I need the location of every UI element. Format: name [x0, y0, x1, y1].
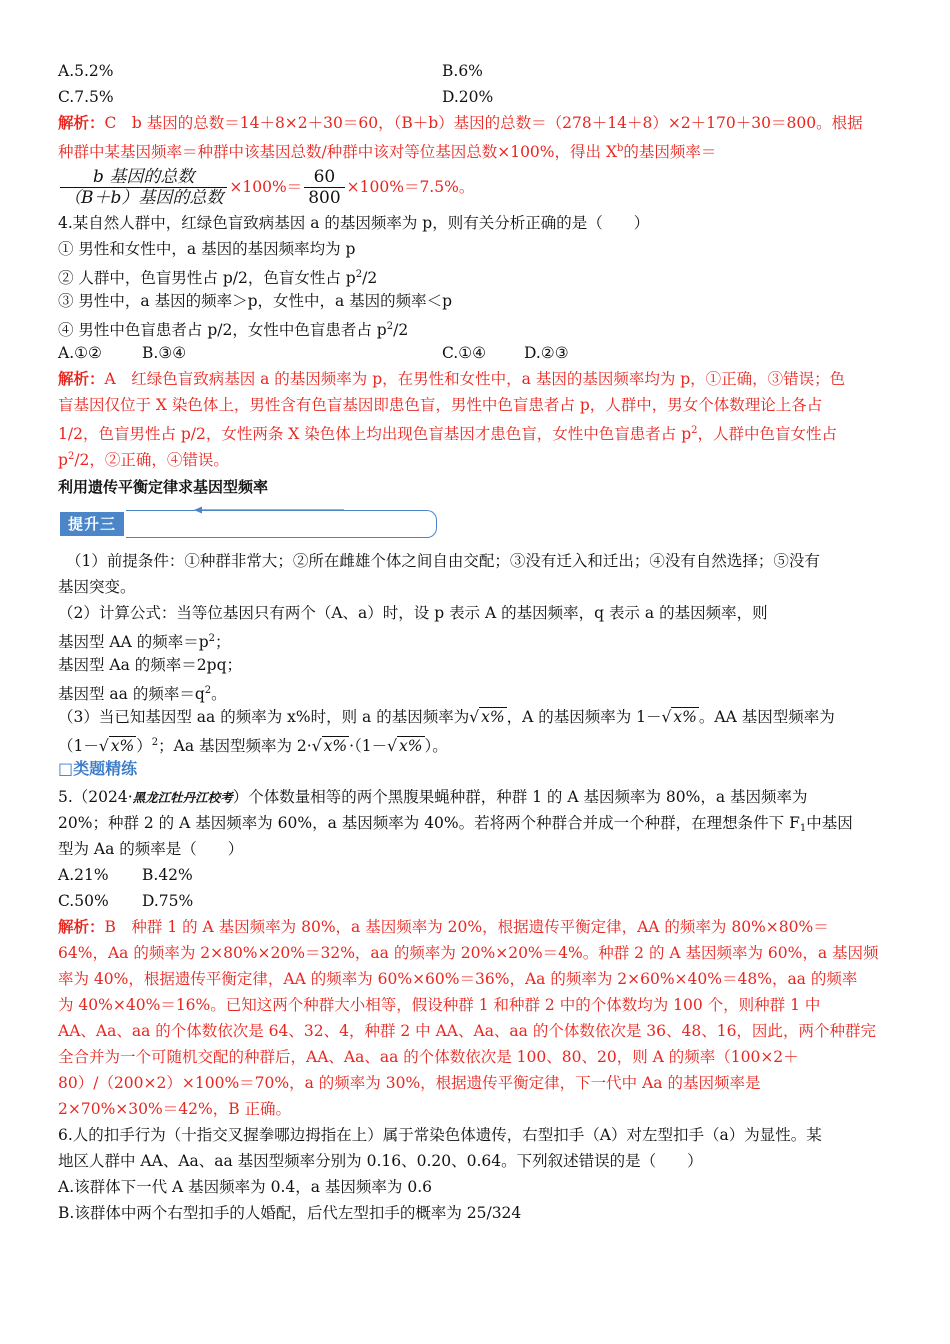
sqrt-sign-icon: √ — [661, 708, 672, 726]
theory-p2-aa — [58, 678, 894, 704]
q4-options-row — [58, 340, 894, 366]
q4-answer-sup3: 2 — [691, 425, 698, 436]
q6-option-b: B.该群体中两个右型扣手的人婚配，后代左型扣手的概率为 25/324 — [58, 1204, 522, 1222]
q3-formula-times1: ×100%＝ — [229, 178, 303, 196]
q5-stem-text2-end: 中基因 — [806, 814, 853, 832]
q5-answer-line1 — [58, 914, 894, 940]
theory-aa-sup: 2 — [204, 685, 212, 696]
q5-answer-line2: 64%，Aa 的频率为 2×80%×20%＝32%，aa 的频率为 20%×20%＝4%。种群 2 的 A 基因频率为 60%，a 基因频 — [58, 944, 879, 962]
q5-stem-sub: 1 — [799, 823, 807, 834]
theory-p1-line2: 基因突变。 — [58, 578, 136, 596]
theory-p2-line1: （2）计算公式：当等位基因只有两个（A、a）时，设 p 表示 A 的基因频率，q 表示 a 的基因频率，则 — [58, 604, 768, 622]
q5-number: 5.（2024· — [58, 788, 133, 806]
q4-answer-text3: 1/2，色盲男性占 p/2，女性两条 X 染色体上均出现色盲基因才患色盲，女性中色盲患者占 p — [58, 425, 692, 443]
q3-option-a: A.5.2% — [58, 62, 114, 80]
theory-p3-l2-mid: ；Aa 基因型频率为 2· — [158, 737, 312, 755]
q4-option-c: C.①④ — [442, 344, 487, 362]
q4-option-b: B.③④ — [142, 344, 187, 362]
q3-answer-line2 — [58, 136, 894, 162]
q3-formula — [58, 164, 894, 210]
q5-stem-line1 — [58, 784, 894, 810]
q6-stem-line2: 地区人群中 AA、Aa、aa 基因型频率分别为 0.16、0.20、0.64。下列叙述错误的是（ ） — [58, 1152, 703, 1170]
banner-frame — [126, 510, 437, 538]
q4-answer-text1: A 红绿色盲致病基因 a 的基因频率为 p，在男性和女性中，a 基因的基因频率均为 p，①正确，③错误；色 — [104, 370, 846, 388]
theory-p2-Aa: 基因型 Aa 的频率＝2pq； — [58, 656, 242, 674]
q4-item-3: ③ 男性中，a 基因的频率＞p，女性中，a 基因的频率＜p — [58, 292, 453, 310]
q3-fraction-2 — [304, 167, 344, 208]
theory-AA-sup: 2 — [208, 633, 216, 644]
q5-stem-text1: ）个体数量相等的两个黑腹果蝇种群，种群 1 的 A 基因频率为 80%，a 基因频率为 — [232, 788, 808, 806]
q5-stem-line2 — [58, 810, 894, 836]
theory-p3-start: （3）当已知基因型 aa 的频率为 x%时，则 a 的基因频率为 — [58, 708, 470, 726]
sqrt-body: x% — [399, 737, 423, 755]
theory-p3-mid: ，A 的基因频率为 1－ — [506, 708, 662, 726]
q3-option-d: D.20% — [442, 88, 494, 106]
q3-fraction-1-numerator: b 基因的总数 — [93, 166, 195, 187]
q3-option-b: B.6% — [442, 62, 483, 80]
q4-item-4-sup: 2 — [386, 321, 394, 332]
theory-aa-end: 。 — [211, 685, 227, 703]
q4-answer-line2: 盲基因仅位于 X 染色体上，男性含有色盲基因即患色盲，男性中色盲患者占 p，人群中，男女个体数理论上各占 — [58, 396, 823, 414]
q4-option-a: A.①② — [58, 344, 102, 362]
theory-p3-l2-start: （1－ — [58, 737, 99, 755]
q4-item-4 — [58, 314, 894, 340]
q3-options-row2 — [58, 84, 894, 110]
q5-answer-line8: 2×70%×30%＝42%，B 正确。 — [58, 1100, 292, 1118]
q4-item-4-end: /2 — [393, 321, 409, 339]
q4-item-2-text: ② 人群中，色盲男性占 p/2，色盲女性占 p — [58, 269, 356, 287]
section-banner — [58, 508, 894, 542]
sqrt-sign-icon: √ — [311, 737, 322, 755]
document-page — [58, 58, 894, 1226]
theory-aa-text: 基因型 aa 的频率＝q — [58, 685, 205, 703]
q5-answer-line3: 率为 40%，根据遗传平衡定律，AA 的频率为 60%×60%＝36%，Aa 的频率为 2×60%×40%＝48%，aa 的频率 — [58, 970, 858, 988]
q3-options-row1 — [58, 58, 894, 84]
q3-option-c: C.7.5% — [58, 88, 114, 106]
theory-p3-line2 — [58, 730, 894, 756]
q3-fraction-2-denominator: 800 — [304, 187, 344, 208]
q5-stem-text2: 20%；种群 2 的 A 基因频率为 60%，a 基因频率为 40%。若将两个种群合并成一个种群，在理想条件下 F — [58, 814, 800, 832]
q3-answer-label: 解析： — [58, 113, 105, 132]
banner-arrow-icon — [194, 506, 344, 514]
q4-answer-line3 — [58, 418, 894, 444]
q4-answer-line1 — [58, 366, 894, 392]
sqrt-body: x% — [110, 737, 135, 755]
q6-stem-line1: 6.人的扣手行为（十指交叉握拳哪边拇指在上）属于常染色体遗传，右型扣手（A）对左型扣手（a）为显性。某 — [58, 1126, 822, 1144]
q4-item-1: ① 男性和女性中，a 基因的基因频率均为 p — [58, 240, 356, 258]
q3-fraction-1-denominator: （B＋b）基因的总数 — [60, 187, 227, 208]
q3-fraction-1 — [60, 167, 227, 208]
q5-option-a: A.21% — [58, 866, 109, 884]
q5-answer-line4: 为 40%×40%＝16%。已知这两个种群大小相等，假设种群 1 和种群 2 中的个体数均为 100 个，则种群 1 中 — [58, 996, 821, 1014]
q4-answer-text3-end: ，人群中色盲女性占 — [697, 425, 838, 443]
q5-answer-text1: B 种群 1 的 A 基因频率为 80%，a 基因频率为 20%，根据遗传平衡定律，AA 的频率为 80%×80%＝ — [104, 918, 829, 936]
theory-p3-line1 — [58, 704, 894, 730]
q5-options-row2 — [58, 888, 894, 914]
sqrt-body: x% — [481, 708, 505, 726]
q4-answer-sup4: 2 — [67, 451, 75, 462]
q4-item-2 — [58, 262, 894, 288]
q4-answer-text4-end: /2，②正确，④错误。 — [74, 451, 229, 469]
q6-option-a: A.该群体下一代 A 基因频率为 0.4，a 基因频率为 0.6 — [58, 1178, 432, 1196]
q5-stem-line3: 型为 Aa 的频率是（ ） — [58, 840, 244, 858]
q5-option-c: C.50% — [58, 892, 109, 910]
theory-p3-end: 。AA 基因型频率为 — [698, 708, 835, 726]
q4-answer-line4 — [58, 444, 894, 470]
q5-answer-label: 解析： — [58, 917, 105, 936]
q3-answer-line1 — [58, 110, 894, 136]
q3-fraction-2-numerator: 60 — [313, 166, 336, 187]
q3-answer-text2-end: 的基因频率＝ — [623, 143, 717, 161]
theory-p1-line1: （1）前提条件：①种群非常大；②所在雌雄个体之间自由交配；③没有迁入和迁出；④没有自然选择；⑤没有 — [66, 552, 820, 570]
theory-p3-l2-sup: 2 — [151, 737, 159, 748]
q5-option-b: B.42% — [142, 866, 193, 884]
q5-options-row1 — [58, 862, 894, 888]
q4-answer-text4: p — [58, 451, 68, 469]
q3-answer-sup: b — [617, 143, 624, 154]
banner-tag: 提升三 — [60, 512, 124, 536]
sqrt-body: x% — [673, 708, 697, 726]
q4-option-d: D.②③ — [524, 344, 569, 362]
q4-stem: 4.某自然人群中，红绿色盲致病基因 a 的基因频率为 p，则有关分析正确的是（ ） — [58, 214, 650, 232]
q5-answer-line6: 全合并为一个可随机交配的种群后，AA、Aa、aa 的个体数依次是 100、80、20，则 A 的频率（100×2＋ — [58, 1048, 799, 1066]
theory-p3-l2-end: ）。 — [424, 737, 448, 755]
q4-item-2-sup: 2 — [355, 269, 363, 280]
sqrt-sign-icon: √ — [387, 737, 398, 755]
q3-answer-text1: C b 基因的总数＝14＋8×2＋30＝60，（B＋b）基因的总数＝（278＋14＋8）×2＋170＋30＝800。根据 — [104, 114, 863, 132]
q5-option-d: D.75% — [142, 892, 194, 910]
section-title: 利用遗传平衡定律求基因型频率 — [58, 478, 269, 496]
sqrt-sign-icon: √ — [98, 737, 109, 755]
theory-p3-l2-mid2: ·（1－ — [349, 737, 388, 755]
q3-formula-times2: ×100%＝7.5%。 — [346, 178, 475, 196]
q4-item-4-text: ④ 男性中色盲患者占 p/2，女性中色盲患者占 p — [58, 321, 387, 339]
sqrt-sign-icon: √ — [469, 708, 480, 726]
sqrt-body: x% — [323, 737, 348, 755]
q3-answer-text2: 种群中某基因频率＝种群中该基因总数/种群中该对等位基因总数×100%，得出 X — [58, 143, 617, 161]
q5-answer-line5: AA、Aa、aa 的个体数依次是 64、32、4，种群 2 中 AA、Aa、aa 的个体数依次是 36、48、16，因此，两个种群完 — [58, 1022, 876, 1040]
theory-AA-end: ； — [215, 633, 231, 651]
practice-title: □类题精练 — [58, 759, 138, 778]
q4-answer-label: 解析： — [58, 369, 105, 388]
q5-answer-line7: 80）/（200×2）×100%＝70%，a 的频率为 30%，根据遗传平衡定律，下一代中 Aa 的基因频率是 — [58, 1074, 761, 1092]
q5-source: 黑龙江牡丹江校考 — [132, 790, 233, 805]
theory-p2-AA — [58, 626, 894, 652]
theory-AA-text: 基因型 AA 的频率＝p — [58, 633, 209, 651]
theory-p3-l2-sq: ） — [136, 737, 152, 755]
q4-item-2-end: /2 — [362, 269, 378, 287]
